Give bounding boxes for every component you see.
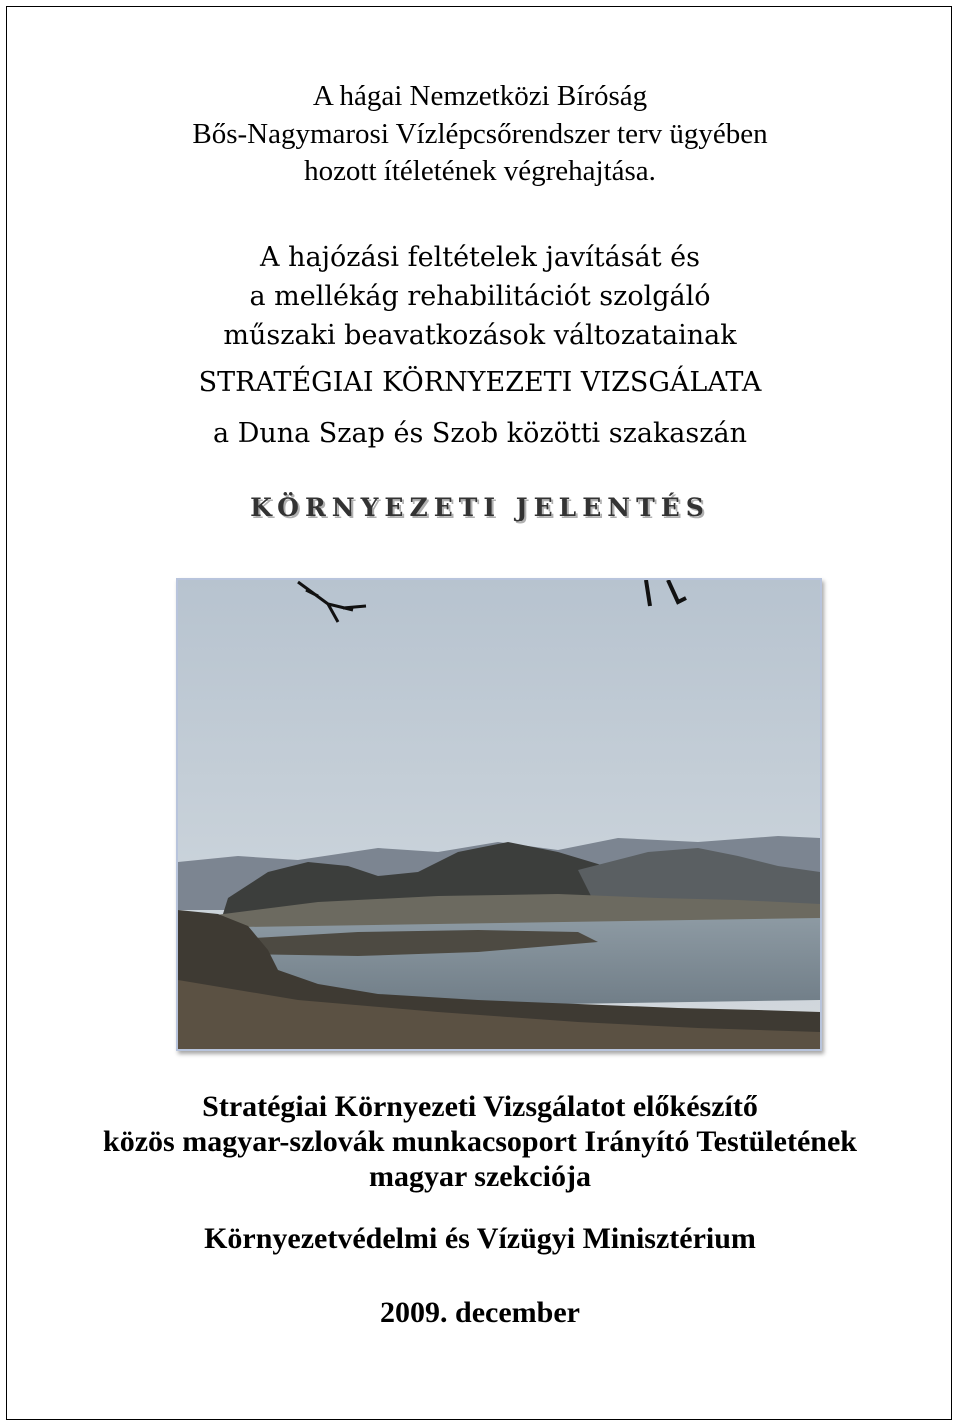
publication-date: 2009. december [380, 1296, 580, 1329]
authors-line-3: magyar szekciója [369, 1160, 591, 1193]
header-line-1: A hágai Nemzetközi Bíróság [312, 80, 648, 112]
subject-line-1: A hajózási feltételek javítását és [260, 242, 700, 273]
subject-line-4: STRATÉGIAI KÖRNYEZETI VIZSGÁLATA [198, 367, 762, 398]
ministry-name: Környezetvédelmi és Vízügyi Minisztérium [204, 1222, 756, 1255]
subject-line-5: a Duna Szap és Szob közötti szakaszán [213, 418, 747, 449]
danube-landscape-photo [176, 578, 822, 1051]
subject-line-3: műszaki beavatkozások változatainak [223, 320, 737, 351]
authors-line-2: közös magyar-szlovák munkacsoport Irányító Testületének [103, 1125, 857, 1158]
header-line-2: Bős-Nagymarosi Vízlépcsőrendszer terv ügyében [192, 118, 768, 150]
subject-line-2: a mellékág rehabilitációt szolgáló [249, 281, 711, 312]
header-line-3: hozott ítéletének végrehajtása. [304, 155, 656, 187]
authors-line-1: Stratégiai Környezeti Vizsgálatot előkészítő [202, 1090, 758, 1123]
report-type-heading: KÖRNYEZETI JELENTÉS [250, 493, 710, 522]
